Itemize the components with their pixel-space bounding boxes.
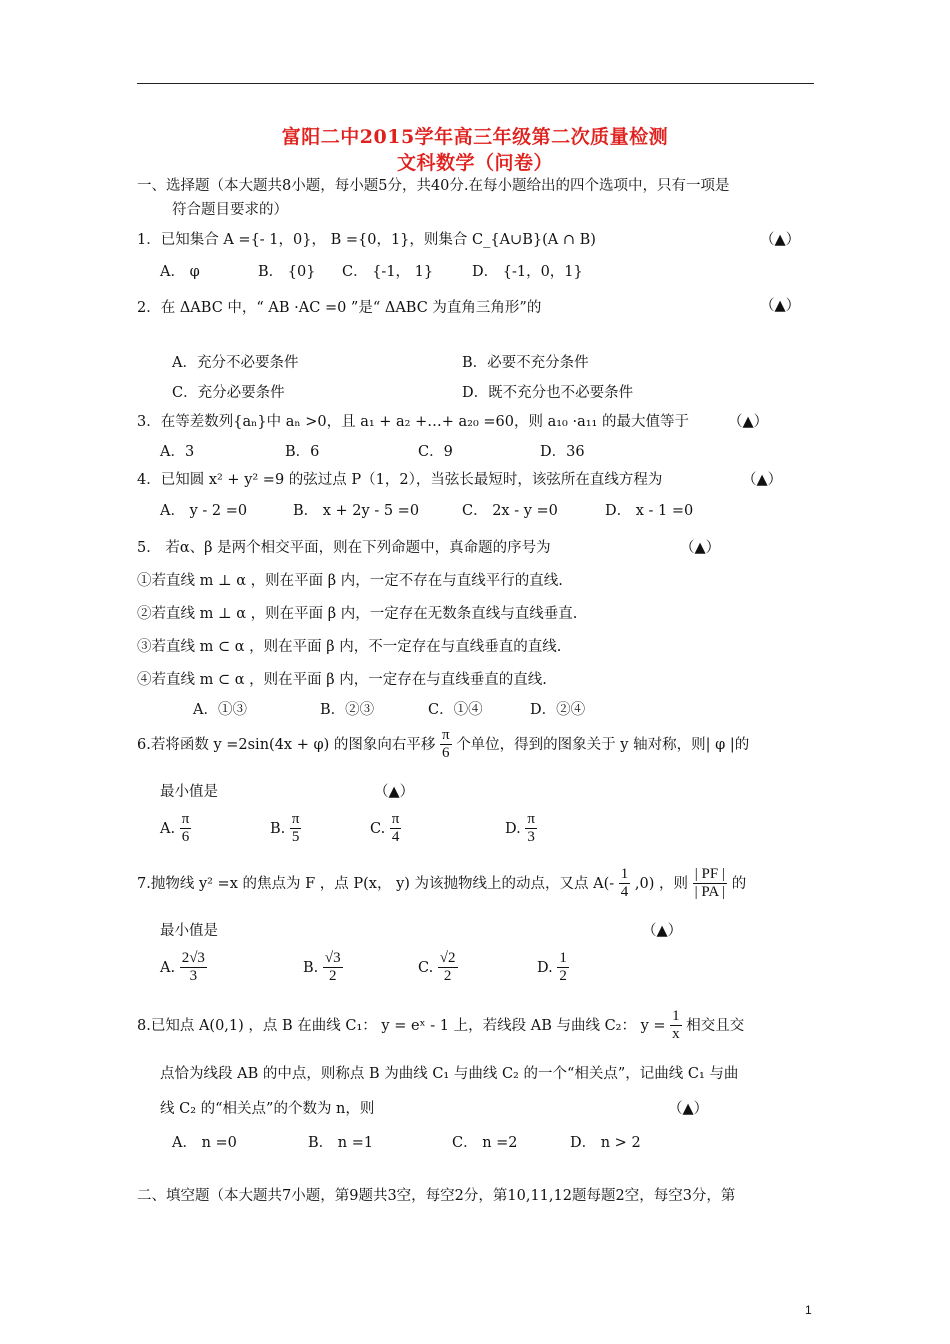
q7-option-d: D. $\frac{1}{2}$: [537, 950, 567, 985]
q4-option-b: B． x + 2y - 5 =0: [293, 503, 420, 519]
q2-option-d: D．既不充分也不必要条件: [462, 385, 634, 401]
q3-option-a: A．3: [160, 444, 195, 460]
q4-stem: 4．已知圆 x² + y² =9 的弦过点 P（1，2），当弦长最短时，该弦所在直线方程为: [137, 472, 663, 488]
q8-line-1a: 8.已知点 A(0,1) ，点 B 在曲线 C₁： y = eˣ - 1 上，若线段 AB 与曲线 C₂： y =: [137, 1017, 666, 1034]
q3-option-b: B．6: [285, 444, 320, 460]
q4-option-c: C． 2x - y =0: [462, 503, 558, 519]
q4-option-a: A． y - 2 =0: [160, 503, 248, 519]
q6-option-a: A. $\frac{\pi}{6}$: [160, 811, 190, 846]
q3-option-d: D．36: [540, 444, 585, 460]
q3-stem: 3．在等差数列{aₙ}中 aₙ >0，且 a₁ + a₂ +…+ a₂₀ =60，则 a₁₀ ·a₁₁ 的最大值等于: [137, 414, 689, 430]
q8-option-c: C． n =2: [452, 1135, 518, 1151]
q1-stem: 1．已知集合 A ={- 1，0}， B ={0，1}，则集合 C_{A∪B}(A ∩ B): [137, 232, 596, 248]
exam-subtitle: 文科数学（问卷）: [396, 152, 553, 174]
exam-title: 富阳二中2015学年高三年级第二次质量检测: [281, 126, 669, 148]
q5-answer-mark: （▲）: [680, 540, 721, 556]
q7-option-b: B. $\frac{√3}{2}$: [303, 950, 341, 985]
section2-heading: 二、填空题（本大题共7小题，第9题共3空，每空2分，第10,11,12题每题2空，每空3分，第: [137, 1188, 736, 1204]
q8-option-a: A． n =0: [172, 1135, 237, 1151]
q7-ratio-fraction: $\frac{| PF |}{| PA |}$: [694, 866, 726, 901]
q8-line-1b: 相交且交: [686, 1017, 745, 1034]
q6-option-d: D. $\frac{\pi}{3}$: [505, 811, 535, 846]
q7-stem-a: 7.抛物线 y² =x 的焦点为 F ，点 P(x， y) 为该抛物线上的动点，又点 A(-: [137, 875, 615, 892]
q7-answer-mark: （▲）: [642, 923, 683, 939]
q8-line-1: [137, 1008, 744, 1044]
q1-option-c: C． {-1， 1}: [342, 264, 434, 280]
q5-option-a: A．①③: [193, 702, 247, 718]
header-rule: [137, 83, 814, 84]
q6-answer-mark: （▲）: [374, 784, 415, 800]
q5-item-4: ④若直线 m ⊂ α ，则在平面 β 内，一定存在与直线垂直的直线.: [137, 672, 547, 688]
section1-heading-cont: 符合题目要求的）: [172, 202, 288, 218]
q6-shift-fraction: $\frac{\pi}{6}$: [442, 727, 450, 762]
q2-answer-mark: （▲）: [760, 298, 801, 314]
q8-answer-mark: （▲）: [668, 1101, 709, 1117]
q5-stem: 5． 若α、β 是两个相交平面，则在下列命题中，真命题的序号为: [137, 540, 551, 556]
q7-stem-cont: 最小值是: [160, 923, 218, 939]
q2-option-b: B．必要不充分条件: [462, 355, 589, 371]
q1-option-b: B． {0}: [258, 264, 316, 280]
q5-option-c: C．①④: [428, 702, 483, 718]
q7-point-fraction: $\frac{1}{4}$: [620, 866, 629, 901]
q2-stem: 2．在 ΔABC 中，“ AB ·AC =0 ”是“ ΔABC 为直角三角形”的: [137, 300, 542, 316]
q8-option-d: D． n > 2: [570, 1135, 641, 1151]
q6-option-b: B. $\frac{\pi}{5}$: [270, 811, 300, 846]
q6-stem-a: 6.若将函数 y =2sin(4x + φ) 的图象向右平移: [137, 736, 436, 753]
q3-answer-mark: （▲）: [728, 414, 769, 430]
q7-stem-b: ,0) ，则: [634, 875, 689, 892]
q8-line-3: 线 C₂ 的“相关点”的个数为 n，则: [160, 1101, 375, 1117]
q5-item-2: ②若直线 m ⊥ α ，则在平面 β 内，一定存在无数条直线与直线垂直.: [137, 606, 578, 622]
q7-stem: [137, 866, 746, 902]
q1-option-d: D． {-1，0，1}: [472, 264, 583, 280]
q3-option-c: C．9: [418, 444, 453, 460]
q8-curve-fraction: $\frac{1}{x}$: [672, 1008, 680, 1043]
q7-stem-c: 的: [731, 875, 747, 892]
q4-answer-mark: （▲）: [742, 472, 783, 488]
q6-stem-b: 个单位，得到的图象关于 y 轴对称，则| φ |的: [456, 736, 750, 753]
q5-option-d: D．②④: [530, 702, 586, 718]
q5-option-b: B．②③: [320, 702, 375, 718]
q7-option-c: C. $\frac{√2}{2}$: [418, 950, 456, 985]
q5-item-3: ③若直线 m ⊂ α ，则在平面 β 内，不一定存在与直线垂直的直线.: [137, 639, 562, 655]
q7-option-a: A. $\frac{2√3}{3}$: [160, 950, 205, 985]
section1-heading: 一、选择题（本大题共8小题，每小题5分，共40分.在每小题给出的四个选项中，只有一项是: [137, 178, 730, 194]
q6-stem: [137, 727, 749, 763]
q2-option-c: C．充分必要条件: [172, 385, 285, 401]
q6-stem-cont: 最小值是: [160, 784, 218, 800]
q1-option-a: A． φ: [160, 264, 200, 280]
q8-line-2: 点恰为线段 AB 的中点，则称点 B 为曲线 C₁ 与曲线 C₂ 的一个“相关点”，记曲线 C₁ 与曲: [160, 1066, 739, 1082]
q8-option-b: B． n =1: [308, 1135, 374, 1151]
q4-option-d: D． x - 1 =0: [605, 503, 694, 519]
q6-option-c: C. $\frac{\pi}{4}$: [370, 811, 400, 846]
page-number: 1: [805, 1303, 812, 1317]
q2-option-a: A．充分不必要条件: [172, 355, 299, 371]
q1-answer-mark: （▲）: [760, 232, 801, 248]
q5-item-1: ①若直线 m ⊥ α ，则在平面 β 内，一定不存在与直线平行的直线.: [137, 573, 563, 589]
